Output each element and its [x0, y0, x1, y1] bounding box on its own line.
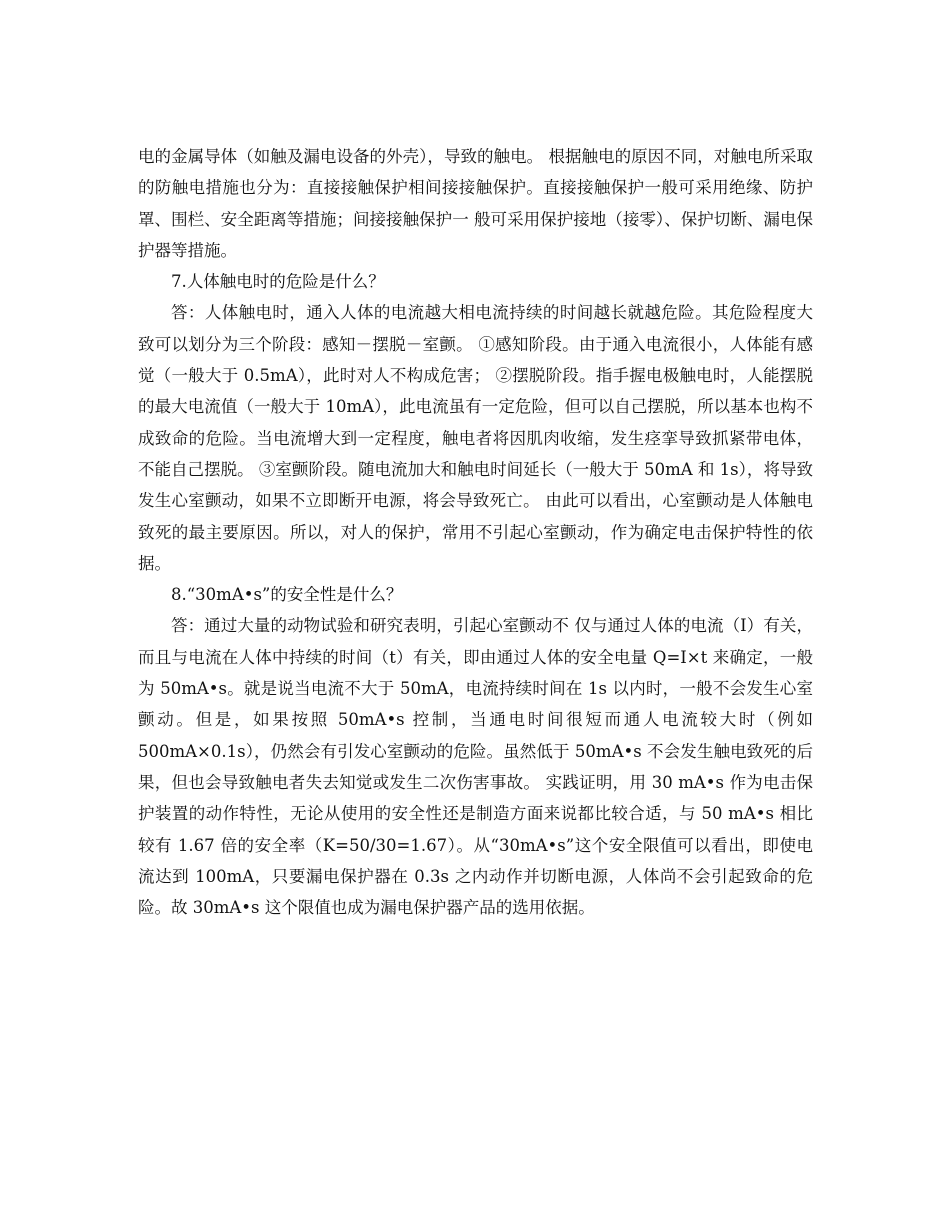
question-7-heading: 7.人体触电时的危险是什么？ [171, 272, 385, 292]
answer-8-paragraph: 答：通过大量的动物试验和研究表明，引起心室颤动不 仅与通过人体的电流（I）有关，而且与电流在人体中持续的时间（t）有关，即由通过人体的安全电量 Q=I×t 来确定，一般为 50mA•s。就是说当电流不大于 50mA，电流持续时间在 1s 以内时，一般不会发生心室颤动。但是，如果按照 50mA•s 控制，当通电时间很短而通人电流较大时（例如 500mA×0.1s），仍然会有引发心室颤动的危险。虽然低于 50mA•s 不会发生触电致死的后果，但也会导致触电者失去知觉或发生二次伤害事故。 实践证明，用 30 mA•s 作为电击保护装置的动作特性，无论从使用的安全性还是制造方面来说都比较合适，与 50 mA•s 相比较有 1.67 倍的安全率（K=50/30=1.67）。从“30mA•s”这个安全限值可以看出，即使电流达到 100mA，只要漏电保护器在 0.3s 之内动作并切断电源，人体尚不会引起致命的危险。故 30mA•s 这个限值也成为漏电保护器产品的选用依据。 [138, 616, 813, 918]
document-body [138, 141, 813, 923]
paragraph-continuation-protection-measures: 电的金属导体（如触及漏电设备的外壳），导致的触电。 根据触电的原因不同，对触电所采取的防触电措施也分为：直接接触保护相间接接触保护。直接接触保护一般可采用绝缘、防护罩、围栏、安全距离等措施；间接接触保护一 般可采用保护接地（接零）、保护切断、漏电保护器等措施。 [138, 147, 813, 260]
question-8-heading: 8.“30mA•s”的安全性是什么？ [171, 585, 403, 605]
answer-7-paragraph: 答：人体触电时，通入人体的电流越大相电流持续的时间越长就越危险。其危险程度大致可以划分为三个阶段：感知－摆脱－室颤。 ①感知阶段。由于通入电流很小，人体能有感觉（一般大于 0.5mA），此时对人不构成危害； ②摆脱阶段。指手握电极触电时，人能摆脱的最大电流值（一般大于 10mA），此电流虽有一定危险，但可以自己摆脱，所以基本也构不成致命的危险。当电流增大到一定程度，触电者将因肌肉收缩，发生痉挛导致抓紧带电体，不能自己摆脱。 ③室颤阶段。随电流加大和触电时间延长（一般大于 50mA 和 1s），将导致发生心室颤动，如果不立即断开电源，将会导致死亡。 由此可以看出，心室颤动是人体触电致死的最主要原因。所以，对人的保护，常用不引起心室颤动，作为确定电击保护特性的依据。 [138, 303, 813, 573]
